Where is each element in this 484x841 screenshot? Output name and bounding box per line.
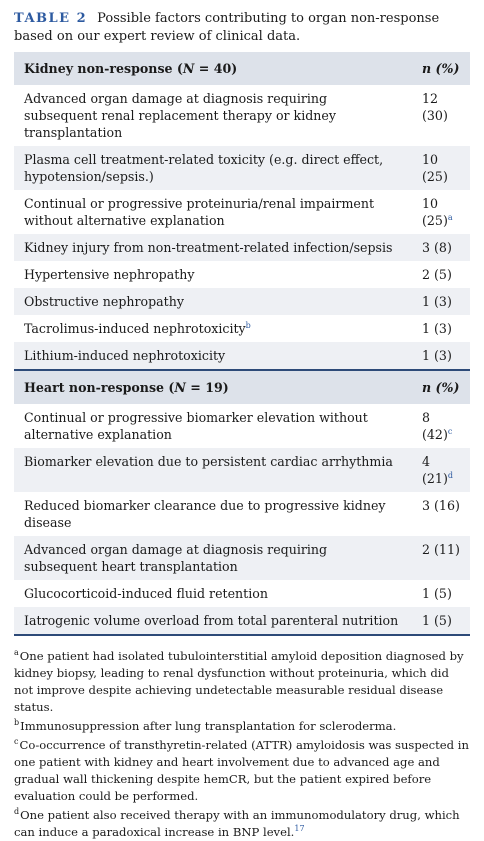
table-row <box>14 580 470 607</box>
row-value: 1 (5) <box>422 586 452 601</box>
table-row <box>14 288 470 315</box>
table-label: TABLE 2 <box>14 11 88 26</box>
row-value: 1 (3) <box>422 321 452 336</box>
row-value: 2 (5) <box>422 267 452 282</box>
table-row <box>14 261 470 288</box>
row-label: Reduced biomarker clearance due to progressive kidney disease <box>24 498 386 530</box>
kidney-header-row <box>14 52 470 85</box>
row-label: Continual or progressive proteinuria/renal impairment without alternative explanation <box>24 196 375 228</box>
row-label: Obstructive nephropathy <box>14 288 414 315</box>
footnote-mark: b <box>245 320 251 330</box>
factors-table <box>14 52 470 636</box>
table-row <box>14 492 470 536</box>
table-row <box>14 190 470 234</box>
table-row <box>14 234 470 261</box>
row-label: Advanced organ damage at diagnosis requiring subsequent renal replacement therapy or kidney transplantation <box>24 91 336 140</box>
table-footnotes <box>14 648 470 841</box>
table-caption-text: Possible factors contributing to organ non-response based on our expert review of clinical data. <box>14 11 440 44</box>
footnote-c: $^c$Co-occurrence of transthyretin-related (ATTR) amyloidosis was suspected in one patient with kidney and heart involvement due to advanced age and gradual wall thickening despite hemCR, but the patient expired before evaluation could be performed. <box>14 737 469 803</box>
row-value: 1 (3) <box>414 342 470 370</box>
footnote-mark: c <box>447 426 453 436</box>
table-row <box>14 342 470 370</box>
footnote-d: $^d$One patient also received therapy with an immunomodulatory drug, which can induce a paradoxical increase in BNP level.$^{17}$ <box>14 807 460 839</box>
table-row <box>14 315 470 342</box>
row-label: Glucocorticoid-induced fluid retention <box>24 586 268 601</box>
row-label: Biomarker elevation due to persistent cardiac arrhythmia <box>14 448 414 492</box>
row-value: 3 (8) <box>414 234 470 261</box>
footnote-mark: d <box>447 470 453 480</box>
table-row <box>14 146 470 190</box>
reference-link[interactable]: 17 <box>294 824 305 834</box>
row-label: Advanced organ damage at diagnosis requiring subsequent heart transplantation <box>14 536 414 580</box>
kidney-col-header: n (%) <box>414 52 470 85</box>
row-label: Tacrolimus-induced nephrotoxicity$^b$ <box>24 320 251 336</box>
table-row <box>14 404 470 448</box>
row-value: 12 (30) <box>422 91 448 123</box>
kidney-header: Kidney non-response (N = 40) <box>14 52 414 85</box>
heart-col-header: n (%) <box>414 370 470 404</box>
row-value: 10 $(25)^a$ <box>422 196 453 228</box>
heart-header-row <box>14 370 470 404</box>
table-row <box>14 448 470 492</box>
table-row <box>14 607 470 635</box>
row-label: Continual or progressive biomarker elevation without alternative explanation <box>24 410 368 442</box>
footnote-b: $^b$Immunosuppression after lung transplantation for scleroderma. <box>14 718 397 733</box>
row-label: Lithium-induced nephrotoxicity <box>14 342 414 370</box>
row-value: 2 (11) <box>414 536 470 580</box>
footnote-a: $^a$One patient had isolated tubulointerstitial amyloid deposition diagnosed by kidney biopsy, leading to renal dysfunction without proteinuria, which did not improve despite achieving undetectable measurable residual disease status. <box>14 648 464 714</box>
table-caption <box>14 10 470 46</box>
row-value: 4 $(21)^d$ <box>414 448 470 492</box>
heart-header: Heart non-response (N = 19) <box>14 370 414 404</box>
row-label: Hypertensive nephropathy <box>24 267 195 282</box>
row-value: 1 (5) <box>414 607 470 635</box>
row-value: 8 $(42)^c$ <box>422 410 453 442</box>
row-value: 1 (3) <box>414 288 470 315</box>
row-value: 10 (25) <box>414 146 470 190</box>
footnote-mark: a <box>447 212 453 222</box>
row-label: Plasma cell treatment-related toxicity (e.g. direct effect, hypotension/sepsis.) <box>14 146 414 190</box>
row-label: Iatrogenic volume overload from total parenteral nutrition <box>14 607 414 635</box>
row-label: Kidney injury from non-treatment-related infection/sepsis <box>14 234 414 261</box>
table-row <box>14 536 470 580</box>
table-row <box>14 85 470 146</box>
row-value: 3 (16) <box>422 498 460 513</box>
